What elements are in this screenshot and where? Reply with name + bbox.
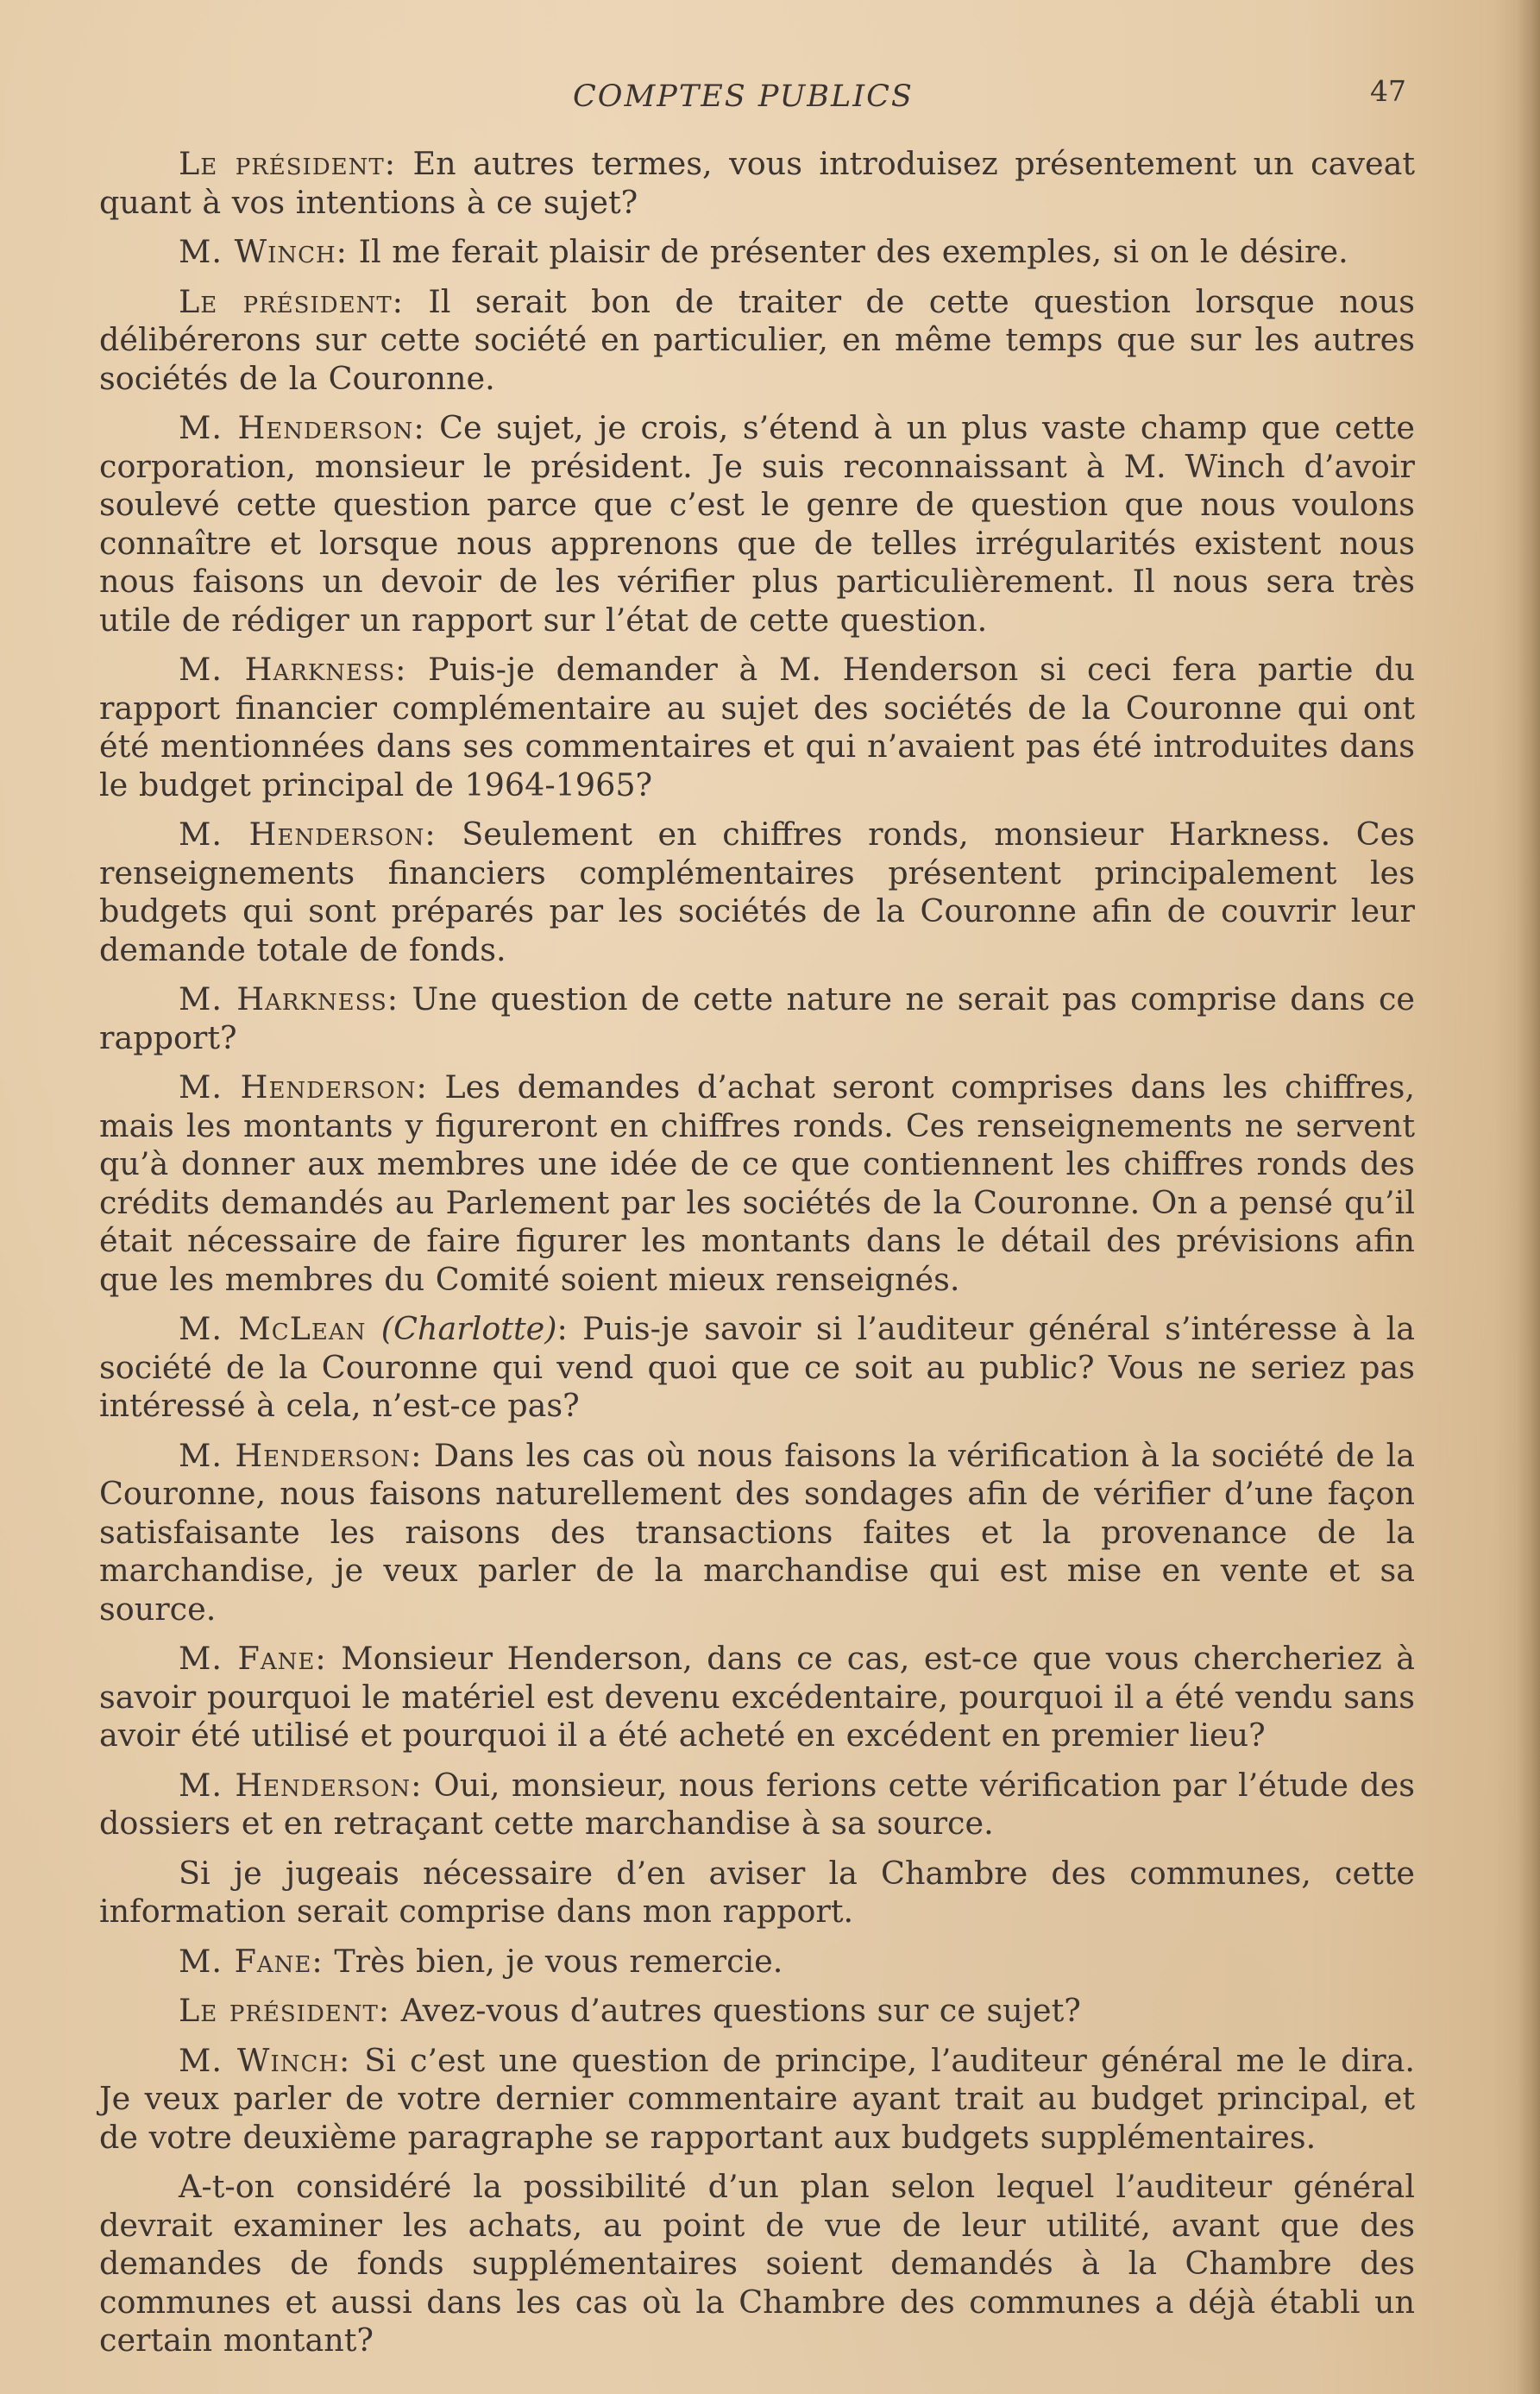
paragraph — [99, 2168, 1415, 2360]
speaker-name: M. Henderson: — [179, 1068, 428, 1106]
riding-name: (Charlotte) — [380, 1310, 557, 1347]
paragraph-text: Seulement en chiffres ronds, monsieur Harkness. Ces renseignements financiers complémentaires présentent principalement les budgets qui sont préparés par les sociétés de la Couronne afin de couvrir leur demande totale de fonds. — [99, 816, 1415, 968]
running-header — [95, 74, 1406, 123]
speaker-name: M. Harkness: — [179, 651, 407, 688]
paragraph-text: Il me ferait plaisir de présenter des exemples, si on le désire. — [347, 233, 1348, 270]
running-title: COMPTES PUBLICS — [573, 79, 914, 114]
speaker-name: M. Winch: — [179, 233, 348, 270]
paragraph — [99, 1943, 1415, 1981]
speaker-name: M. Fane: — [179, 1942, 324, 1980]
speaker-name: Le président: — [179, 145, 397, 182]
paragraph — [99, 1068, 1415, 1299]
paragraph — [99, 1992, 1415, 2031]
paragraph-text: Dans les cas où nous faisons la vérification à la société de la Couronne, nous faisons naturellement des sondages afin de vérifier d’une façon satisfaisante les raisons des transactions faites et la provenance de la marchandise, je veux parler de la marchandise qui est mise en vente et sa source. — [99, 1436, 1415, 1628]
speaker-name: M. Henderson: — [179, 1766, 423, 1804]
paragraph — [99, 409, 1415, 639]
paragraph — [99, 145, 1415, 222]
page-edge-shadow — [1518, 0, 1540, 2394]
paragraph — [99, 1767, 1415, 1843]
speaker-name: M. Henderson: — [179, 409, 425, 446]
speaker-name: Le président: — [179, 1992, 391, 2029]
paragraph-text: : Puis-je savoir si l’auditeur général s’intéresse à la société de la Couronne qui vend quoi que ce soit au public? Vous ne seriez pas intéressé à cela, n’est-ce pas? — [99, 1310, 1416, 1424]
paragraph — [99, 283, 1415, 399]
paragraph-text: Si c’est une question de principe, l’auditeur général me le dira. Je veux parler de votre dernier commentaire ayant trait au budget principal, et de votre deuxième paragraphe se rapportant aux budgets supplémentaires. — [99, 2041, 1416, 2156]
paragraph — [99, 1437, 1415, 1629]
paragraph — [99, 233, 1415, 272]
paragraph-text: Avez-vous d’autres questions sur ce sujet? — [390, 1992, 1081, 2029]
paragraph-text: Une question de cette nature ne serait pas comprise dans ce rapport? — [99, 980, 1415, 1056]
paragraph-text: A-t-on considéré la possibilité d’un plan selon lequel l’auditeur général devrait examiner les achats, au point de vue de leur utilité, avant que des demandes de fonds supplémentaires soient demandés à la Chambre des communes et aussi dans les cas où la Chambre des communes a déjà établi un certain montant? — [99, 2168, 1415, 2359]
speaker-name: M. Henderson: — [179, 816, 437, 853]
speaker-name: M. McLean — [179, 1310, 367, 1347]
paragraph — [99, 980, 1415, 1057]
paragraph-text: Si je jugeais nécessaire d’en aviser la Chambre des communes, cette information serait comprise dans mon rapport. — [99, 1854, 1415, 1930]
paragraph-text: Il serait bon de traiter de cette question lorsque nous délibérerons sur cette société en particulier, en même temps que sur les autres sociétés de la Couronne. — [99, 282, 1415, 397]
paragraph — [99, 2042, 1415, 2158]
paragraph-text: Oui, monsieur, nous ferions cette vérification par l’étude des dossiers et en retraçant cette marchandise à sa source. — [99, 1766, 1415, 1842]
speaker-name: M. Harkness: — [179, 980, 399, 1017]
speaker-name: M. Henderson: — [179, 1436, 423, 1474]
paragraph-text: Monsieur Henderson, dans ce cas, est-ce que vous chercheriez à savoir pourquoi le matériel est devenu excédentaire, pourquoi il a été vendu sans avoir été utilisé et pourquoi il a été acheté en excédent en premier lieu? — [99, 1640, 1415, 1754]
page-number: 47 — [1370, 74, 1406, 108]
paragraph-text: Puis-je demander à M. Henderson si ceci fera partie du rapport financier complémentaire au sujet des sociétés de la Couronne qui ont été mentionnées dans ses commentaires et qui n’avaient pas été introduites dans le budget principal de 1964-1965? — [99, 651, 1415, 803]
paragraph-text: Les demandes d’achat seront comprises dans les chiffres, mais les montants y figureront en chiffres ronds. Ces renseignements ne servent qu’à donner aux membres une idée de ce que contiennent les chiffres ronds des crédits demandés au Parlement par les sociétés de la Couronne. On a pensé qu’il était nécessaire de faire figurer les montants dans le détail des prévisions afin que les membres du Comité soient mieux renseignés. — [99, 1068, 1415, 1298]
transcript-text — [99, 145, 1415, 2360]
paragraph — [99, 1640, 1415, 1755]
speaker-name: Le président: — [179, 282, 404, 320]
paragraph — [99, 651, 1415, 804]
paragraph — [99, 1855, 1415, 1931]
speaker-name: M. Fane: — [179, 1640, 327, 1677]
speaker-name: M. Winch: — [179, 2041, 351, 2079]
paragraph-text: En autres termes, vous introduisez présentement un caveat quant à vos intentions à ce sujet? — [99, 145, 1415, 221]
paragraph — [99, 1310, 1415, 1426]
paragraph-text: Ce sujet, je crois, s’étend à un plus vaste champ que cette corporation, monsieur le président. Je suis reconnaissant à M. Winch d’avoir soulevé cette question parce que c’est le genre de question que nous voulons connaître et lorsque nous apprenons que de telles irrégularités existent nous nous faisons un devoir de les vérifier plus particulièrement. Il nous sera très utile de rédiger un rapport sur l’état de cette question. — [99, 409, 1416, 639]
paragraph — [99, 816, 1415, 969]
paragraph-text: Très bien, je vous remercie. — [323, 1942, 783, 1980]
